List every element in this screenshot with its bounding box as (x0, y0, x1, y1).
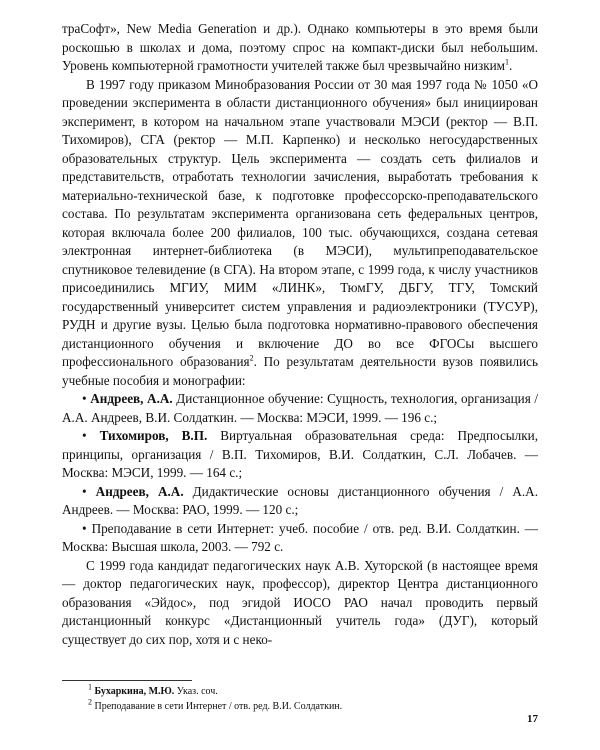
footnote-2: $^2$ Преподавание в сети Интернет / отв. ред. В.И. Солдаткин. (88, 697, 343, 712)
reference-item: • Преподавание в сети Интернет: учеб. пособие / отв. ред. В.И. Солдаткин. — Москва: Высшая школа, 2003. — 792 с. (62, 520, 538, 554)
paragraph-khutorskoy: С 1999 года кандидат педагогических наук А.В. Хуторской (в настоящее время — доктор педагогических наук, профессор), директор Центра дистанционного образования «Эйдос», под эгидой ИОСО РАО начал проводить первый дистанционный конкурс «Дистанционный учитель года» (ДУГ), который существует до сих пор, хотя и с неко- (62, 557, 538, 647)
reference-item: • Андреев, А.А. Дистанционное обучение: Сущность, технология, организация / А.А. Андреев, В.И. Солдаткин. — Москва: МЭСИ, 1999. — 196 с.; (62, 391, 539, 425)
reference-item: • Андреев, А.А. Дидактические основы дистанционного обучения / А.А. Андреев. — Москва: РАО, 1999. — 120 с.; (62, 483, 538, 517)
footnote-ref-2: 2 (249, 353, 254, 363)
paragraph-continuation: траСофт», New Media Generation и др.). Однако компьютеры в это время были роскошью в школах и дома, поэтому спрос на компакт-диски был небольшим. Уровень компьютерной грамотности учителей также был чрезвычайно низким$^1$. (62, 21, 538, 73)
page-number: 17 (527, 713, 538, 725)
footnotes (62, 684, 538, 714)
footnote-1: $^1$ Бухаркина, М.Ю. Указ. соч. (88, 682, 218, 697)
reference-item: • Тихомиров, В.П. Виртуальная образовательная среда: Предпосылки, принципы, организация / В.П. Тихомиров, В.И. Солдаткин, С.Л. Лобачев. — Москва: МЭСИ, 1999. — 164 с.; (62, 428, 539, 480)
footnote-ref-1: 1 (505, 57, 510, 67)
paragraph-experiment: В 1997 году приказом Минобразования России от 30 мая 1997 года № 1050 «О проведении эксперимента в области дистанционного обучения» был инициирован эксперимент, в котором на начальном этапе участвовали МЭСИ (ректор — В.П. Тихомиров), СГА (ректор — М.П. Карпенко) и несколько негосударственных образовательных структур. Цель эксперимента — создать сеть филиалов и представительств, отработать технологии зачисления, выработать требования к материально-технической базе, к подготовке профессорско-преподавательского состава. По результатам эксперимента организована сеть федеральных центров, которая включала более 200 филиалов, 100 тыс. обучающихся, создана сетевая электронная интернет-библиотека (в МЭСИ), мультипреподавательское спутниковое телевидение (в СГА). На втором этапе, с 1999 года, к числу участников присоединились МГИУ, МИМ «ЛИНК», ТюмГУ, ДБГУ, ТГУ, Томский государственный университет систем управления и радиоэлектроники (ТУСУР), РУДН и другие вузы. Целью была подготовка нормативно-правового обеспечения дистанционного обучения и включение ДО во все ФГОСы высшего профессионального образования$^2$. По результатам деятельности вузов появились учебные пособия и монографии: (62, 76, 538, 388)
main-text (62, 20, 538, 649)
footnote-divider (62, 680, 192, 681)
